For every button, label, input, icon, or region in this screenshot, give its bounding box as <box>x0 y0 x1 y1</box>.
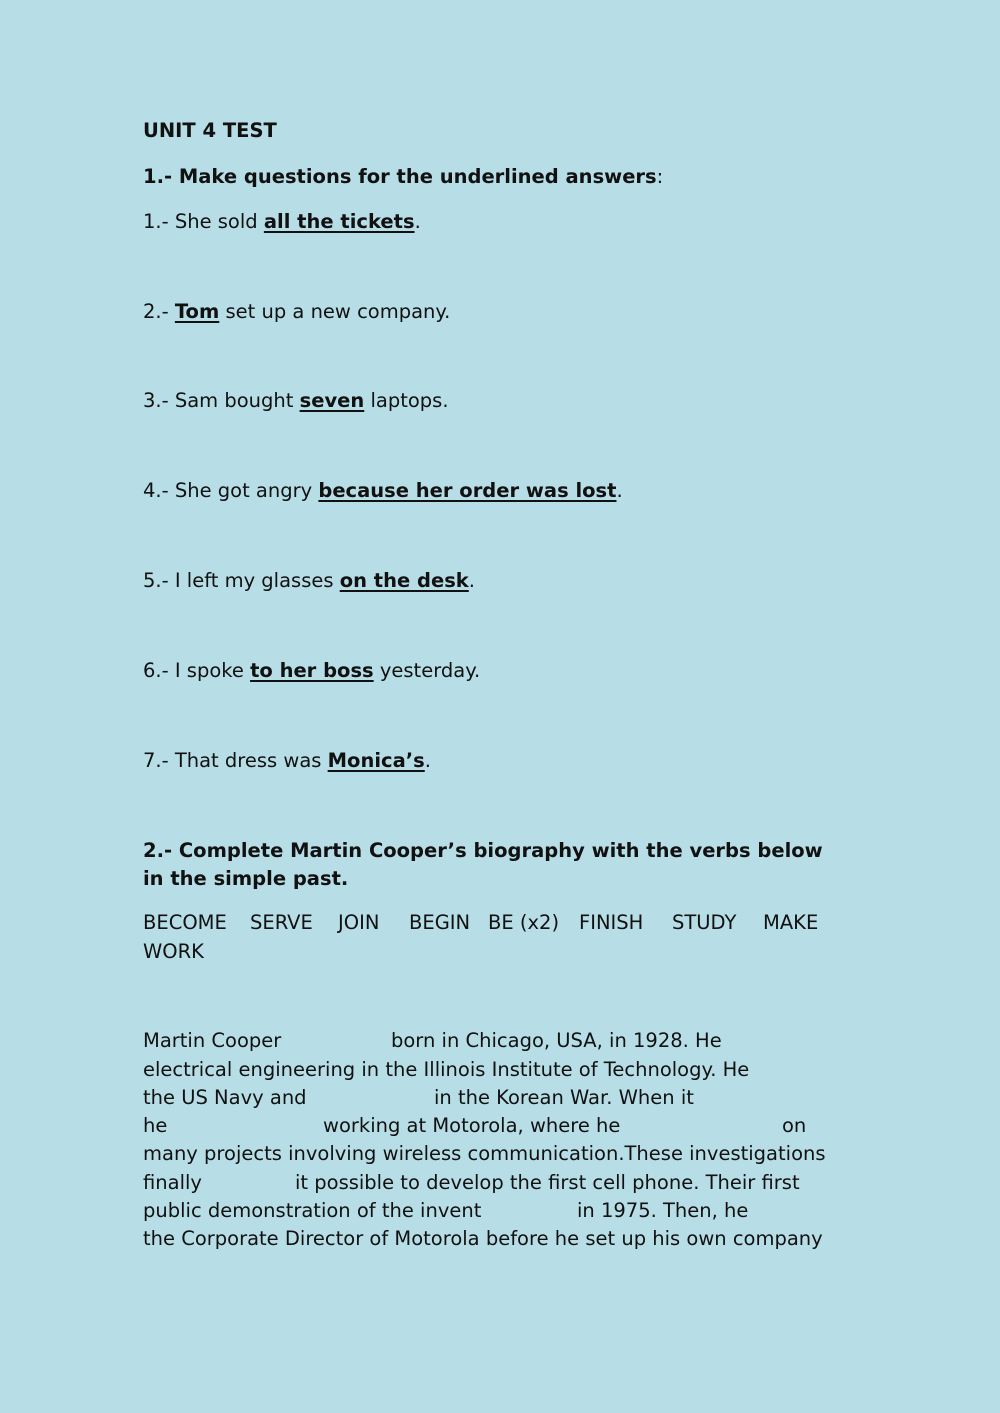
question-suffix: . <box>414 210 421 233</box>
passage-text: in the Korean War. When it <box>434 1086 694 1109</box>
verb-word: SERVE <box>250 911 313 934</box>
verb-word: STUDY <box>672 911 737 934</box>
passage-text: the US Navy and <box>143 1086 307 1109</box>
page-title: UNIT 4 TEST <box>143 119 277 142</box>
question-suffix: . <box>616 479 623 502</box>
question-prefix: 7.- That dress was <box>143 749 328 772</box>
underlined-answer: Monica’s <box>327 749 425 772</box>
question-item-3 <box>143 389 449 413</box>
passage-text: on <box>782 1114 807 1137</box>
question-suffix: . <box>424 749 431 772</box>
question-prefix: 4.- She got angry <box>143 479 319 502</box>
underlined-answer: seven <box>299 389 365 412</box>
question-item-4 <box>143 479 623 503</box>
question-item-6 <box>143 659 480 683</box>
underlined-answer: because her order was lost <box>318 479 617 502</box>
question-item-2 <box>143 300 450 324</box>
verb-word: WORK <box>143 940 204 963</box>
section1-heading-text: 1.- Make questions for the underlined answers <box>143 165 657 188</box>
question-prefix: 5.- I left my glasses <box>143 569 340 592</box>
passage-text: working at Motorola, where he <box>323 1114 621 1137</box>
verb-word: BECOME <box>143 911 227 934</box>
section1-heading <box>143 165 663 189</box>
question-prefix: 1.- She sold <box>143 210 264 233</box>
passage-text: electrical engineering in the Illinois Institute of Technology. He <box>143 1058 750 1081</box>
question-suffix: set up a new company. <box>219 300 451 323</box>
question-suffix: laptops. <box>364 389 449 412</box>
underlined-answer: all the tickets <box>263 210 415 233</box>
question-suffix: . <box>468 569 475 592</box>
section2-heading-line2: in the simple past. <box>143 867 349 890</box>
passage-text: it possible to develop the first cell phone. Their first <box>295 1171 800 1194</box>
underlined-answer: to her boss <box>250 659 374 682</box>
passage-text: public demonstration of the invent <box>143 1199 482 1222</box>
verb-word: JOIN <box>338 911 380 934</box>
question-item-5 <box>143 569 475 593</box>
passage-text: many projects involving wireless communication.These investigations <box>143 1142 826 1165</box>
question-item-1 <box>143 210 421 234</box>
underlined-answer: on the desk <box>339 569 469 592</box>
question-prefix: 6.- I spoke <box>143 659 251 682</box>
underlined-answer: Tom <box>174 300 220 323</box>
question-suffix: yesterday. <box>373 659 481 682</box>
passage-text: born in Chicago, USA, in 1928. He <box>391 1029 722 1052</box>
question-item-7 <box>143 749 431 773</box>
passage-text: finally <box>143 1171 202 1194</box>
verb-word: BEGIN <box>409 911 471 934</box>
verb-word: BE (x2) <box>488 911 560 934</box>
question-prefix: 3.- Sam bought <box>143 389 300 412</box>
verb-word: FINISH <box>579 911 644 934</box>
passage-text: the Corporate Director of Motorola before he set up his own company <box>143 1227 823 1250</box>
verb-word: MAKE <box>763 911 819 934</box>
passage-text: in 1975. Then, he <box>577 1199 749 1222</box>
question-prefix: 2.- <box>143 300 175 323</box>
passage-text: Martin Cooper <box>143 1029 282 1052</box>
passage-text: he <box>143 1114 168 1137</box>
section1-heading-colon: : <box>656 165 664 188</box>
section2-heading-line1: 2.- Complete Martin Cooper’s biography with the verbs below <box>143 839 823 862</box>
